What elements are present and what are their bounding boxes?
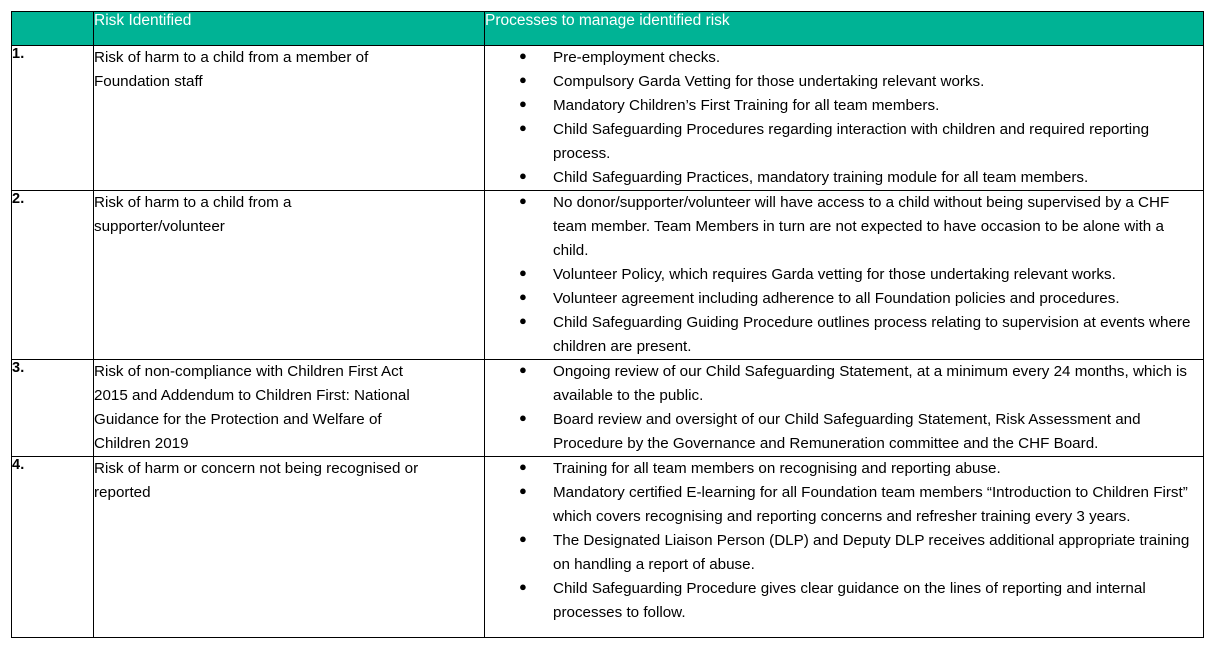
list-item xyxy=(485,166,1203,190)
list-item-text: No donor/supporter/volunteer will have access to a child without being supervised by a CHF team member. Team Members in turn are not expected to have occasion to be alone with a child. xyxy=(553,194,1170,260)
risk-identified-cell xyxy=(94,360,485,457)
bullet-icon: ● xyxy=(519,193,527,209)
table-row xyxy=(12,457,1204,638)
risk-identified-cell xyxy=(94,191,485,360)
list-item-text: Volunteer Policy, which requires Garda vetting for those undertaking relevant works. xyxy=(553,266,1116,284)
list-item xyxy=(485,263,1203,287)
risk-text-line: Foundation staff xyxy=(94,73,203,91)
list-item xyxy=(485,191,1203,263)
row-number: 4. xyxy=(12,457,94,638)
risk-text-line: Risk of harm or concern not being recognised or xyxy=(94,460,419,478)
risk-text-line: reported xyxy=(94,484,151,502)
risk-text-line: Risk of non-compliance with Children First Act xyxy=(94,363,403,381)
list-item-text: Training for all team members on recognising and reporting abuse. xyxy=(553,460,1001,478)
risk-identified-cell xyxy=(94,457,485,638)
table-row xyxy=(12,360,1204,457)
processes-cell xyxy=(485,191,1204,360)
list-item xyxy=(485,311,1203,359)
bullet-icon: ● xyxy=(519,168,527,184)
table-header xyxy=(12,12,1204,46)
column-header-risk-identified: Risk Identified xyxy=(94,12,485,46)
column-header-number xyxy=(12,12,94,46)
list-item xyxy=(485,408,1203,456)
list-item xyxy=(485,457,1203,481)
list-item-text: The Designated Liaison Person (DLP) and Deputy DLP receives additional appropriate training on handling a report of abuse. xyxy=(553,532,1190,574)
risk-assessment-table xyxy=(11,11,1204,638)
bullet-icon: ● xyxy=(519,483,527,499)
list-item-text: Mandatory Children’s First Training for all team members. xyxy=(553,97,940,115)
table-row xyxy=(12,191,1204,360)
risk-text-line: Children 2019 xyxy=(94,435,189,453)
list-item xyxy=(485,70,1203,94)
processes-list xyxy=(485,191,1203,359)
bullet-icon: ● xyxy=(519,265,527,281)
list-item xyxy=(485,287,1203,311)
list-item xyxy=(485,118,1203,166)
bullet-icon: ● xyxy=(519,72,527,88)
list-item xyxy=(485,529,1203,577)
bullet-icon: ● xyxy=(519,313,527,329)
list-item xyxy=(485,481,1203,529)
bullet-icon: ● xyxy=(519,120,527,136)
bullet-icon: ● xyxy=(519,362,527,378)
risk-text-line: Risk of harm to a child from a xyxy=(94,194,292,212)
risk-text-line: supporter/volunteer xyxy=(94,218,225,236)
list-item-text: Child Safeguarding Procedures regarding interaction with children and required reporting process. xyxy=(553,121,1150,163)
processes-cell xyxy=(485,457,1204,638)
list-item-text: Child Safeguarding Practices, mandatory training module for all team members. xyxy=(553,169,1089,187)
table-body xyxy=(12,46,1204,638)
list-item xyxy=(485,577,1203,625)
bullet-icon: ● xyxy=(519,48,527,63)
list-item xyxy=(485,360,1203,408)
processes-list xyxy=(485,360,1203,456)
bullet-icon: ● xyxy=(519,531,527,547)
processes-list xyxy=(485,46,1203,190)
row-number: 3. xyxy=(12,360,94,457)
risk-text-line: Guidance for the Protection and Welfare of xyxy=(94,411,382,429)
list-item-text: Compulsory Garda Vetting for those undertaking relevant works. xyxy=(553,73,985,91)
list-item-text: Volunteer agreement including adherence to all Foundation policies and procedures. xyxy=(553,290,1120,308)
bullet-icon: ● xyxy=(519,579,527,595)
risk-identified-cell xyxy=(94,46,485,191)
list-item-text: Board review and oversight of our Child Safeguarding Statement, Risk Assessment and Procedure by the Governance and Remuneration committee and the CHF Board. xyxy=(553,411,1141,453)
row-number: 1. xyxy=(12,46,94,191)
row-number: 2. xyxy=(12,191,94,360)
list-item xyxy=(485,46,1203,70)
bullet-icon: ● xyxy=(519,410,527,426)
list-item-text: Child Safeguarding Guiding Procedure outlines process relating to supervision at events where children are present. xyxy=(553,314,1191,356)
processes-cell xyxy=(485,46,1204,191)
list-item-text: Mandatory certified E-learning for all Foundation team members “Introduction to Children First” which covers recognising and reporting concerns and refresher training every 3 years. xyxy=(553,484,1188,526)
list-item-text: Ongoing review of our Child Safeguarding Statement, at a minimum every 24 months, which is available to the public. xyxy=(553,363,1187,405)
risk-text-line: Risk of harm to a child from a member of xyxy=(94,49,369,66)
bullet-icon: ● xyxy=(519,96,527,112)
table-header-row xyxy=(12,12,1204,46)
list-item xyxy=(485,94,1203,118)
processes-cell xyxy=(485,360,1204,457)
column-header-processes: Processes to manage identified risk xyxy=(485,12,1204,46)
bullet-icon: ● xyxy=(519,289,527,305)
list-item-text: Child Safeguarding Procedure gives clear guidance on the lines of reporting and internal processes to follow. xyxy=(553,580,1146,622)
bullet-icon: ● xyxy=(519,459,527,475)
list-item-text: Pre-employment checks. xyxy=(553,49,721,66)
risk-text-line: 2015 and Addendum to Children First: National xyxy=(94,387,410,405)
table-row xyxy=(12,46,1204,191)
processes-list xyxy=(485,457,1203,625)
